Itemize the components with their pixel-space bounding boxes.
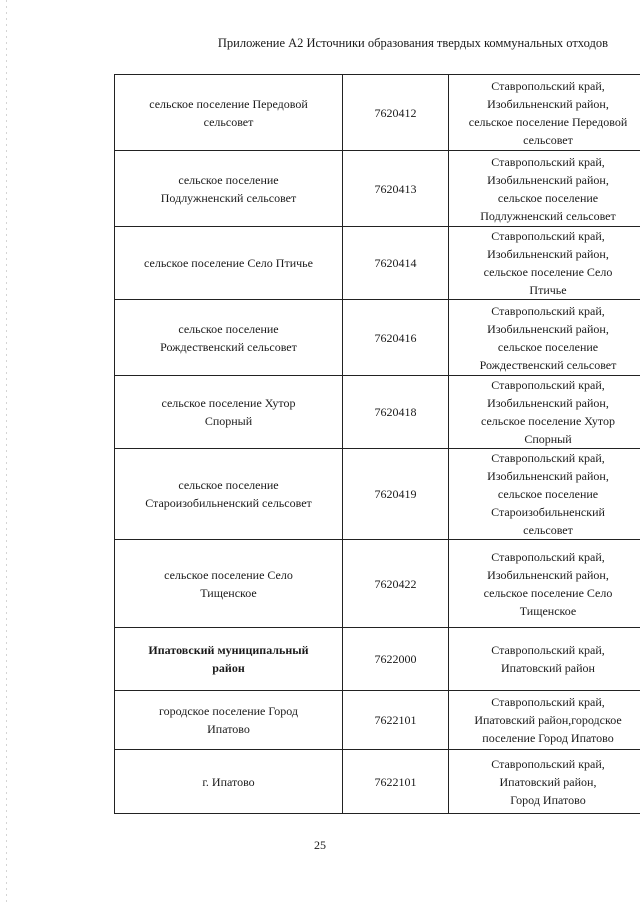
oktmo-code-cell: 7620416 <box>343 300 449 376</box>
settlement-name-cell: городское поселение Город Ипатово <box>115 691 343 750</box>
table-row <box>115 376 640 449</box>
table-row-district <box>115 628 640 691</box>
address-cell: Ставропольский край, Изобильненский район, сельское поселение Хутор Спорный <box>449 376 640 449</box>
address-cell: Ставропольский край, Ипатовский район, Город Ипатово <box>449 750 640 814</box>
waste-sources-table <box>114 74 640 814</box>
oktmo-code-cell: 7622101 <box>343 691 449 750</box>
settlement-name-cell: сельское поселение Хутор Спорный <box>115 376 343 449</box>
oktmo-code-cell: 7620413 <box>343 151 449 227</box>
address-cell: Ставропольский край, Изобильненский район, сельское поселение Село Тищенское <box>449 540 640 628</box>
scan-edge-mark <box>6 0 7 905</box>
oktmo-code-cell: 7622101 <box>343 750 449 814</box>
table-row <box>115 151 640 227</box>
district-name-cell: Ипатовский муниципальный район <box>115 628 343 691</box>
address-cell: Ставропольский край, Изобильненский район, сельское поселение Рождественский сельсовет <box>449 300 640 376</box>
settlement-name-cell: сельское поселение Село Птичье <box>115 227 343 300</box>
table-row <box>115 449 640 540</box>
table-row <box>115 691 640 750</box>
page-number: 25 <box>314 838 326 852</box>
address-cell: Ставропольский край, Изобильненский район, сельское поселение Село Птичье <box>449 227 640 300</box>
oktmo-code-cell: 7622000 <box>343 628 449 691</box>
settlement-name-cell: сельское поселение Село Тищенское <box>115 540 343 628</box>
address-cell: Ставропольский край, Изобильненский район, сельское поселение Подлужненский сельсовет <box>449 151 640 227</box>
oktmo-code-cell: 7620414 <box>343 227 449 300</box>
address-cell: Ставропольский край, Ипатовский район,городское поселение Город Ипатово <box>449 691 640 750</box>
address-cell: Ставропольский край, Ипатовский район <box>449 628 640 691</box>
table-row <box>115 300 640 376</box>
settlement-name-cell: сельское поселение Передовой сельсовет <box>115 75 343 151</box>
address-cell: Ставропольский край, Изобильненский район, сельское поселение Передовой сельсовет <box>449 75 640 151</box>
table-row <box>115 750 640 814</box>
address-cell: Ставропольский край, Изобильненский район, сельское поселение Староизобильненский сельсовет <box>449 449 640 540</box>
oktmo-code-cell: 7620419 <box>343 449 449 540</box>
table-row <box>115 227 640 300</box>
page-header-title: Приложение А2 Источники образования твердых коммунальных отходов <box>217 36 608 50</box>
oktmo-code-cell: 7620412 <box>343 75 449 151</box>
settlement-name-cell: г. Ипатово <box>115 750 343 814</box>
oktmo-code-cell: 7620422 <box>343 540 449 628</box>
settlement-name-cell: сельское поселение Рождественский сельсовет <box>115 300 343 376</box>
table-row <box>115 75 640 151</box>
settlement-name-cell: сельское поселение Подлужненский сельсовет <box>115 151 343 227</box>
settlement-name-cell: сельское поселение Староизобильненский сельсовет <box>115 449 343 540</box>
table-row <box>115 540 640 628</box>
oktmo-code-cell: 7620418 <box>343 376 449 449</box>
